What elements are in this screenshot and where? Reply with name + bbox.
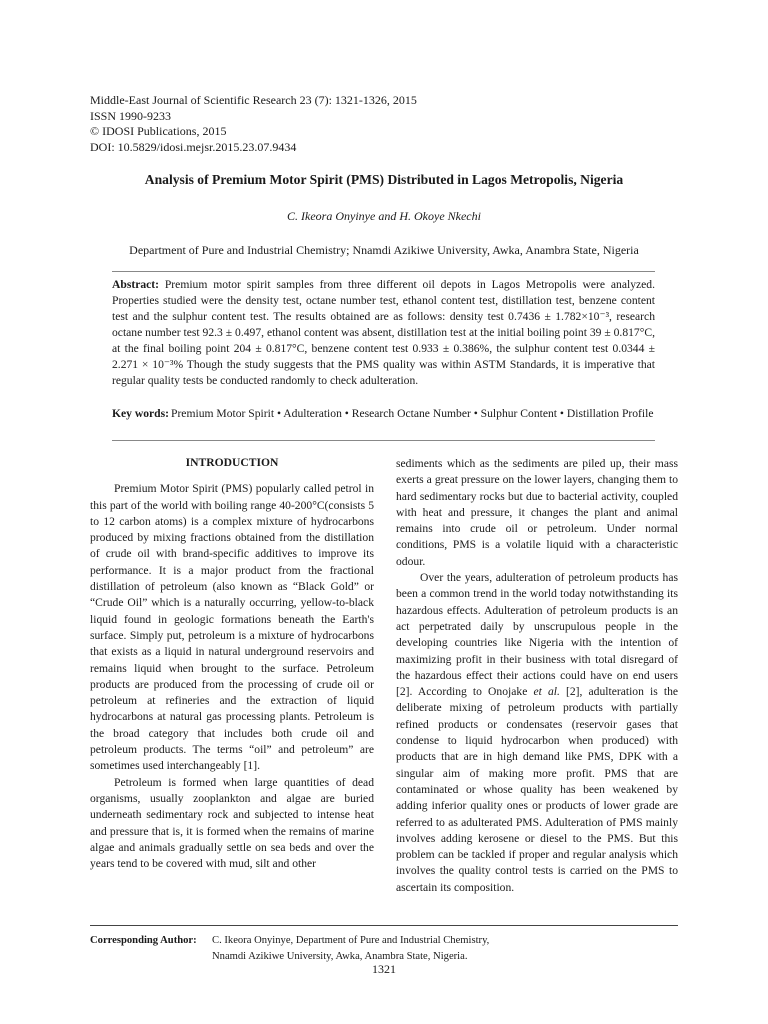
keywords-list: Premium Motor Spirit • Adulteration • Research Octane Number • Sulphur Content • Distillation Profile	[171, 407, 654, 420]
intro-paragraph-1: Premium Motor Spirit (PMS) popularly called petrol in this part of the world with boiling range 40-200°C(consists 5 to 12 carbon atoms) is a complex mixture of hydrocarbons produced by mixing fractions obtained from the distillation of crude oil with brand-specific additives to improve its performance. It is a major product from the fractional distillation of petroleum (also known as “Black Gold” or “Crude Oil” which is a naturally occurring, yellow-to-black liquid found in geologic formations beneath the Earth's surface. Simply put, petroleum is a mixture of hydrocarbons that exists as a liquid in natural underground reservoirs and remains liquid when brought to the surface. Petroleum products are produced from the processing of crude oil or petroleum at refineries and the extraction of liquid hydrocarbons at natural gas processing plants. Petroleum is the broad category that includes both crude oil and petroleum products. The terms “oil” and petroleum” are sometimes used interchangeably [1].	[90, 482, 374, 773]
footer-rule	[90, 925, 678, 926]
intro-paragraph-continued: sediments which as the sediments are piled up, their mass exerts a great pressure on the lower layers, changing them to hard sedimentary rocks but due to bacterial activity, coupled with heat and pressure, it changes the plant and animal remains into crude oil or petroleum. Under normal conditions, PMS is a volatile liquid with a characteristic odour.	[396, 457, 678, 568]
keywords-bottom-rule	[112, 440, 655, 441]
section-heading-introduction: INTRODUCTION	[185, 456, 279, 469]
journal-publisher: © IDOSI Publications, 2015	[90, 124, 227, 138]
intro-paragraph-3	[396, 570, 678, 896]
abstract-top-rule	[112, 271, 655, 272]
corresponding-author	[90, 933, 489, 965]
paper-affiliation: Department of Pure and Industrial Chemistry; Nnamdi Azikiwe University, Awka, Anambra State, Nigeria	[129, 243, 639, 257]
journal-citation: Middle-East Journal of Scientific Research 23 (7): 1321-1326, 2015	[90, 93, 417, 107]
citation-et-al: et al.	[533, 685, 560, 699]
paper-authors: C. Ikeora Onyinye and H. Okoye Nkechi	[287, 209, 481, 223]
abstract-block	[112, 277, 655, 389]
journal-header	[90, 93, 417, 155]
corresponding-author-line-2: Nnamdi Azikiwe University, Awka, Anambra State, Nigeria.	[212, 951, 468, 962]
body-right-column	[396, 456, 678, 896]
abstract-text: Premium motor spirit samples from three different oil depots in Lagos Metropolis were analyzed. Properties studied were the density test, octane number test, ethanol content test, distillation test, benzene content test and the sulphur content test. The results obtained are as follows: density test 0.7436 ± 1.782×10⁻³, research octane number test 92.3 ± 0.497, ethanol content was absent, distillation test at the initial boiling point 39 ± 0.817°C, at the final boiling point 204 ± 0.817°C, benzene content test 0.933 ± 0.386%, the sulphur content test 0.0344 ± 2.271 × 10⁻³% Though the study suggests that the PMS quality was within ASTM Standards, it is imperative that regular quality tests be conducted randomly to check adulteration.	[112, 278, 655, 387]
page-number: 1321	[372, 962, 396, 976]
paper-title: Analysis of Premium Motor Spirit (PMS) Distributed in Lagos Metropolis, Nigeria	[144, 172, 624, 187]
journal-doi: DOI: 10.5829/idosi.mejsr.2015.23.07.9434	[90, 139, 297, 154]
journal-issn: ISSN 1990-9233	[90, 108, 172, 123]
intro-paragraph-3-part-b: [2], adulteration is the deliberate mixing of petroleum products with partially refined products or condensates (reservoir gases that condense to liquid hydrocarbon when produced) with products that are in high demand like PMS, DPK with a singular aim of making more profit. PMS that are contaminated or whose quality has been weakened by adding inferior quality ones or products of lower grade are referred to as adulterated PMS. Adulteration of PMS mainly involves adding kerosene or diesel to the PMS. But this problem can be tackled if proper and regular analysis which involves the quality control tests is carried on the PMS to ascertain its composition.	[396, 685, 679, 894]
body-left-column	[90, 455, 374, 872]
intro-paragraph-3-part-a: Over the years, adulteration of petroleum products has been a common trend in the world today notwithstanding its hazardous effects. Adulteration of petroleum products is an act perpetrated daily by unscrupulous people in the developing countries like Nigeria with the intention of maximizing profit in their business with total disregard of the hazardous effect their actions could have on end users [2]. According to Onojake	[396, 571, 678, 699]
keywords-label: Key words:	[112, 407, 169, 420]
keywords-block	[112, 406, 655, 422]
intro-paragraph-2: Petroleum is formed when large quantities of dead organisms, usually zooplankton and algae are buried underneath sedimentary rock and subjected to intense heat and pressure that is, it is formed when the remains of marine algae and animals gradually settle on sea beds and over the years tend to be covered with mud, silt and other	[90, 775, 374, 871]
abstract-label: Abstract:	[112, 278, 160, 291]
corresponding-author-line-1: C. Ikeora Onyinye, Department of Pure and Industrial Chemistry,	[212, 935, 490, 946]
corresponding-author-label: Corresponding Author:	[90, 935, 197, 946]
